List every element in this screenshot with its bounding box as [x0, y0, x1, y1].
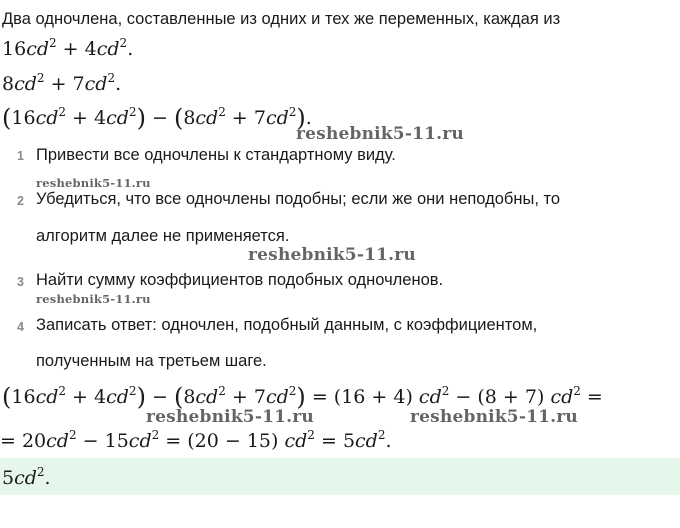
- answer-box: [0, 458, 680, 495]
- exp: 2: [218, 384, 226, 398]
- exp: 2: [151, 428, 160, 442]
- coef: 4: [94, 107, 107, 129]
- exp: 2: [119, 36, 128, 50]
- step-text: алгоритм далее не применяется.: [36, 227, 290, 245]
- var: cd: [84, 73, 108, 95]
- var: cd: [26, 38, 49, 60]
- coef: 16: [11, 386, 36, 408]
- expression-sum: $16cd^2 + 4cd^2$.: [2, 36, 134, 60]
- var: cd: [265, 386, 289, 408]
- step-number: 4: [17, 320, 24, 334]
- var: cd: [550, 386, 574, 408]
- exp: 2: [573, 384, 581, 398]
- expression-sum-2: $8cd^2 + 7cd^2$.: [2, 71, 122, 95]
- sum-group: (8 + 7): [477, 386, 545, 408]
- solution-line-1: $(16cd^2 + 4cd^2) - (8cd^2 + 7cd^2) = (16 + 4) cd^2 - (8 + 7) cd^2$ =: [2, 383, 603, 411]
- step-number: 3: [17, 275, 24, 289]
- coef: 8: [2, 73, 15, 95]
- exp: 2: [58, 105, 67, 119]
- coef: 7: [253, 386, 266, 408]
- coef: 5: [2, 467, 15, 489]
- sum-group: (20 − 15): [187, 430, 279, 452]
- watermark: reshebnik5-11.ru: [146, 407, 314, 427]
- watermark: reshebnik5-11.ru: [36, 292, 151, 306]
- var: cd: [355, 430, 378, 452]
- coef: 16: [2, 38, 27, 60]
- var: cd: [14, 467, 37, 489]
- exp: 2: [288, 105, 297, 119]
- var: cd: [195, 386, 219, 408]
- step-number: 1: [17, 149, 24, 163]
- var: cd: [265, 107, 289, 129]
- coef: 8: [183, 107, 196, 129]
- step-text: Записать ответ: одночлен, подобный данным, с коэффициентом,: [36, 316, 538, 334]
- watermark: reshebnik5-11.ru: [248, 245, 416, 265]
- answer: $5cd^2$.: [2, 465, 51, 489]
- var: cd: [284, 430, 308, 452]
- coef: 15: [104, 430, 129, 452]
- coef: 4: [94, 386, 107, 408]
- watermark: reshebnik5-11.ru: [36, 176, 151, 190]
- exp: 2: [377, 428, 386, 442]
- exp: 2: [36, 71, 45, 85]
- var: cd: [106, 107, 129, 129]
- sum-group: (16 + 4): [333, 386, 413, 408]
- var: cd: [128, 430, 152, 452]
- watermark: reshebnik5-11.ru: [410, 407, 578, 427]
- intro-text: Два одночлена, составленные из одних и тех же переменных, каждая из: [2, 10, 561, 28]
- coef: 5: [342, 430, 356, 452]
- watermark: reshebnik5-11.ru: [296, 124, 464, 144]
- exp: 2: [49, 36, 57, 50]
- exp: 2: [441, 384, 450, 398]
- var: cd: [35, 107, 59, 129]
- var: cd: [46, 430, 69, 452]
- var: cd: [35, 386, 59, 408]
- solution-line-2: = $20cd^2 - 15cd^2 = (20 - 15) cd^2 = 5cd^2$.: [0, 428, 392, 452]
- coef: 20: [21, 430, 47, 452]
- exp: 2: [218, 105, 226, 119]
- coef: 7: [72, 73, 85, 95]
- step-text: Привести все одночлены к стандартному виду.: [36, 146, 396, 164]
- exp: 2: [36, 465, 45, 479]
- exp: 2: [288, 384, 297, 398]
- step-text: полученным на третьем шаге.: [36, 352, 267, 370]
- step-number: 2: [17, 194, 24, 208]
- coef: 16: [11, 107, 36, 129]
- var: cd: [195, 107, 219, 129]
- exp: 2: [107, 71, 116, 85]
- exp: 2: [128, 384, 137, 398]
- coef: 7: [253, 107, 266, 129]
- var: cd: [96, 38, 120, 60]
- var: cd: [14, 73, 37, 95]
- exp: 2: [128, 105, 137, 119]
- expression-difference: $(16cd^2 + 4cd^2) - (8cd^2 + 7cd^2)$.: [2, 104, 312, 132]
- var: cd: [106, 386, 129, 408]
- coef: 8: [183, 386, 196, 408]
- var: cd: [418, 386, 442, 408]
- exp: 2: [307, 428, 315, 442]
- exp: 2: [58, 384, 67, 398]
- coef: 4: [84, 38, 97, 60]
- step-text: Найти сумму коэффициентов подобных одночленов.: [36, 271, 444, 289]
- step-text: Убедиться, что все одночлены подобны; если же они неподобны, то: [36, 190, 561, 208]
- exp: 2: [68, 428, 77, 442]
